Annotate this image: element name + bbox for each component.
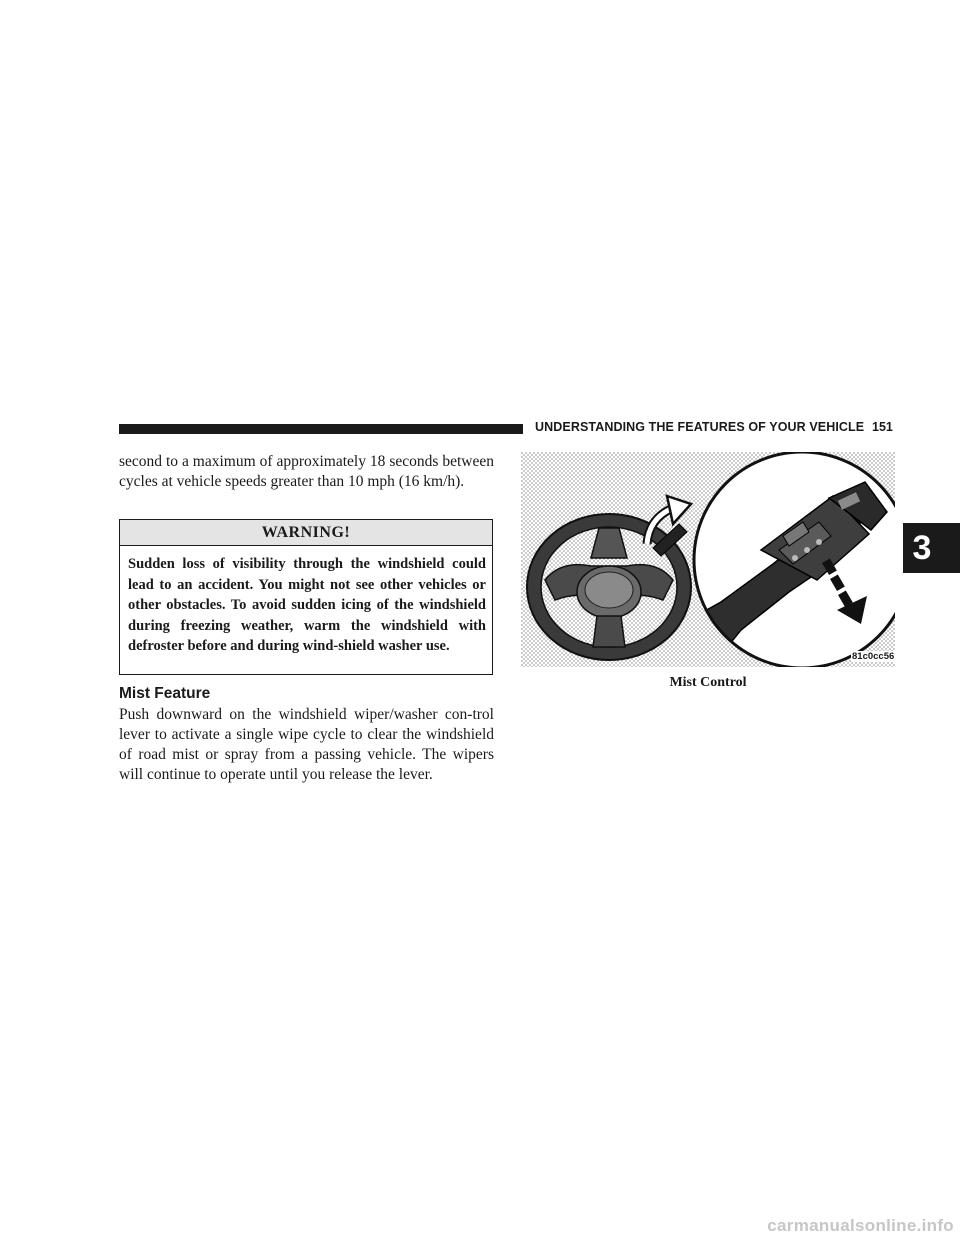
- warning-box: [119, 519, 493, 675]
- header-rule: [119, 424, 523, 434]
- intro-paragraph: second to a maximum of approximately 18 seconds between cycles at vehicle speeds greater than 10 mph (16 km/h).: [119, 453, 494, 490]
- page-number: 151: [872, 420, 893, 434]
- mist-feature-paragraph: Push downward on the windshield wiper/washer con-trol lever to activate a single wipe cycle to clear the windshield of road mist or spray from a passing vehicle. The wipers will continue to operate until you release the lever.: [119, 706, 494, 783]
- warning-title: WARNING!: [120, 520, 492, 546]
- warning-body: Sudden loss of visibility through the windshield could lead to an accident. You might not see other vehicles or other obstacles. To avoid sudden icing of the windshield during freezing weather, warm the windshield with defroster before and during wind-shield washer use.: [128, 556, 486, 654]
- mist-control-figure: [521, 452, 895, 667]
- page-header-title: UNDERSTANDING THE FEATURES OF YOUR VEHICLE: [535, 420, 865, 434]
- mist-feature-heading: Mist Feature: [119, 685, 211, 702]
- steering-wheel-icon: [527, 514, 691, 660]
- figure-caption: Mist Control: [669, 675, 747, 690]
- figure-code: 81c0cc56: [852, 651, 895, 662]
- mist-control-illustration: [521, 452, 895, 667]
- watermark: carmanualsonline.info: [767, 1216, 954, 1235]
- chapter-number: 3: [912, 529, 932, 567]
